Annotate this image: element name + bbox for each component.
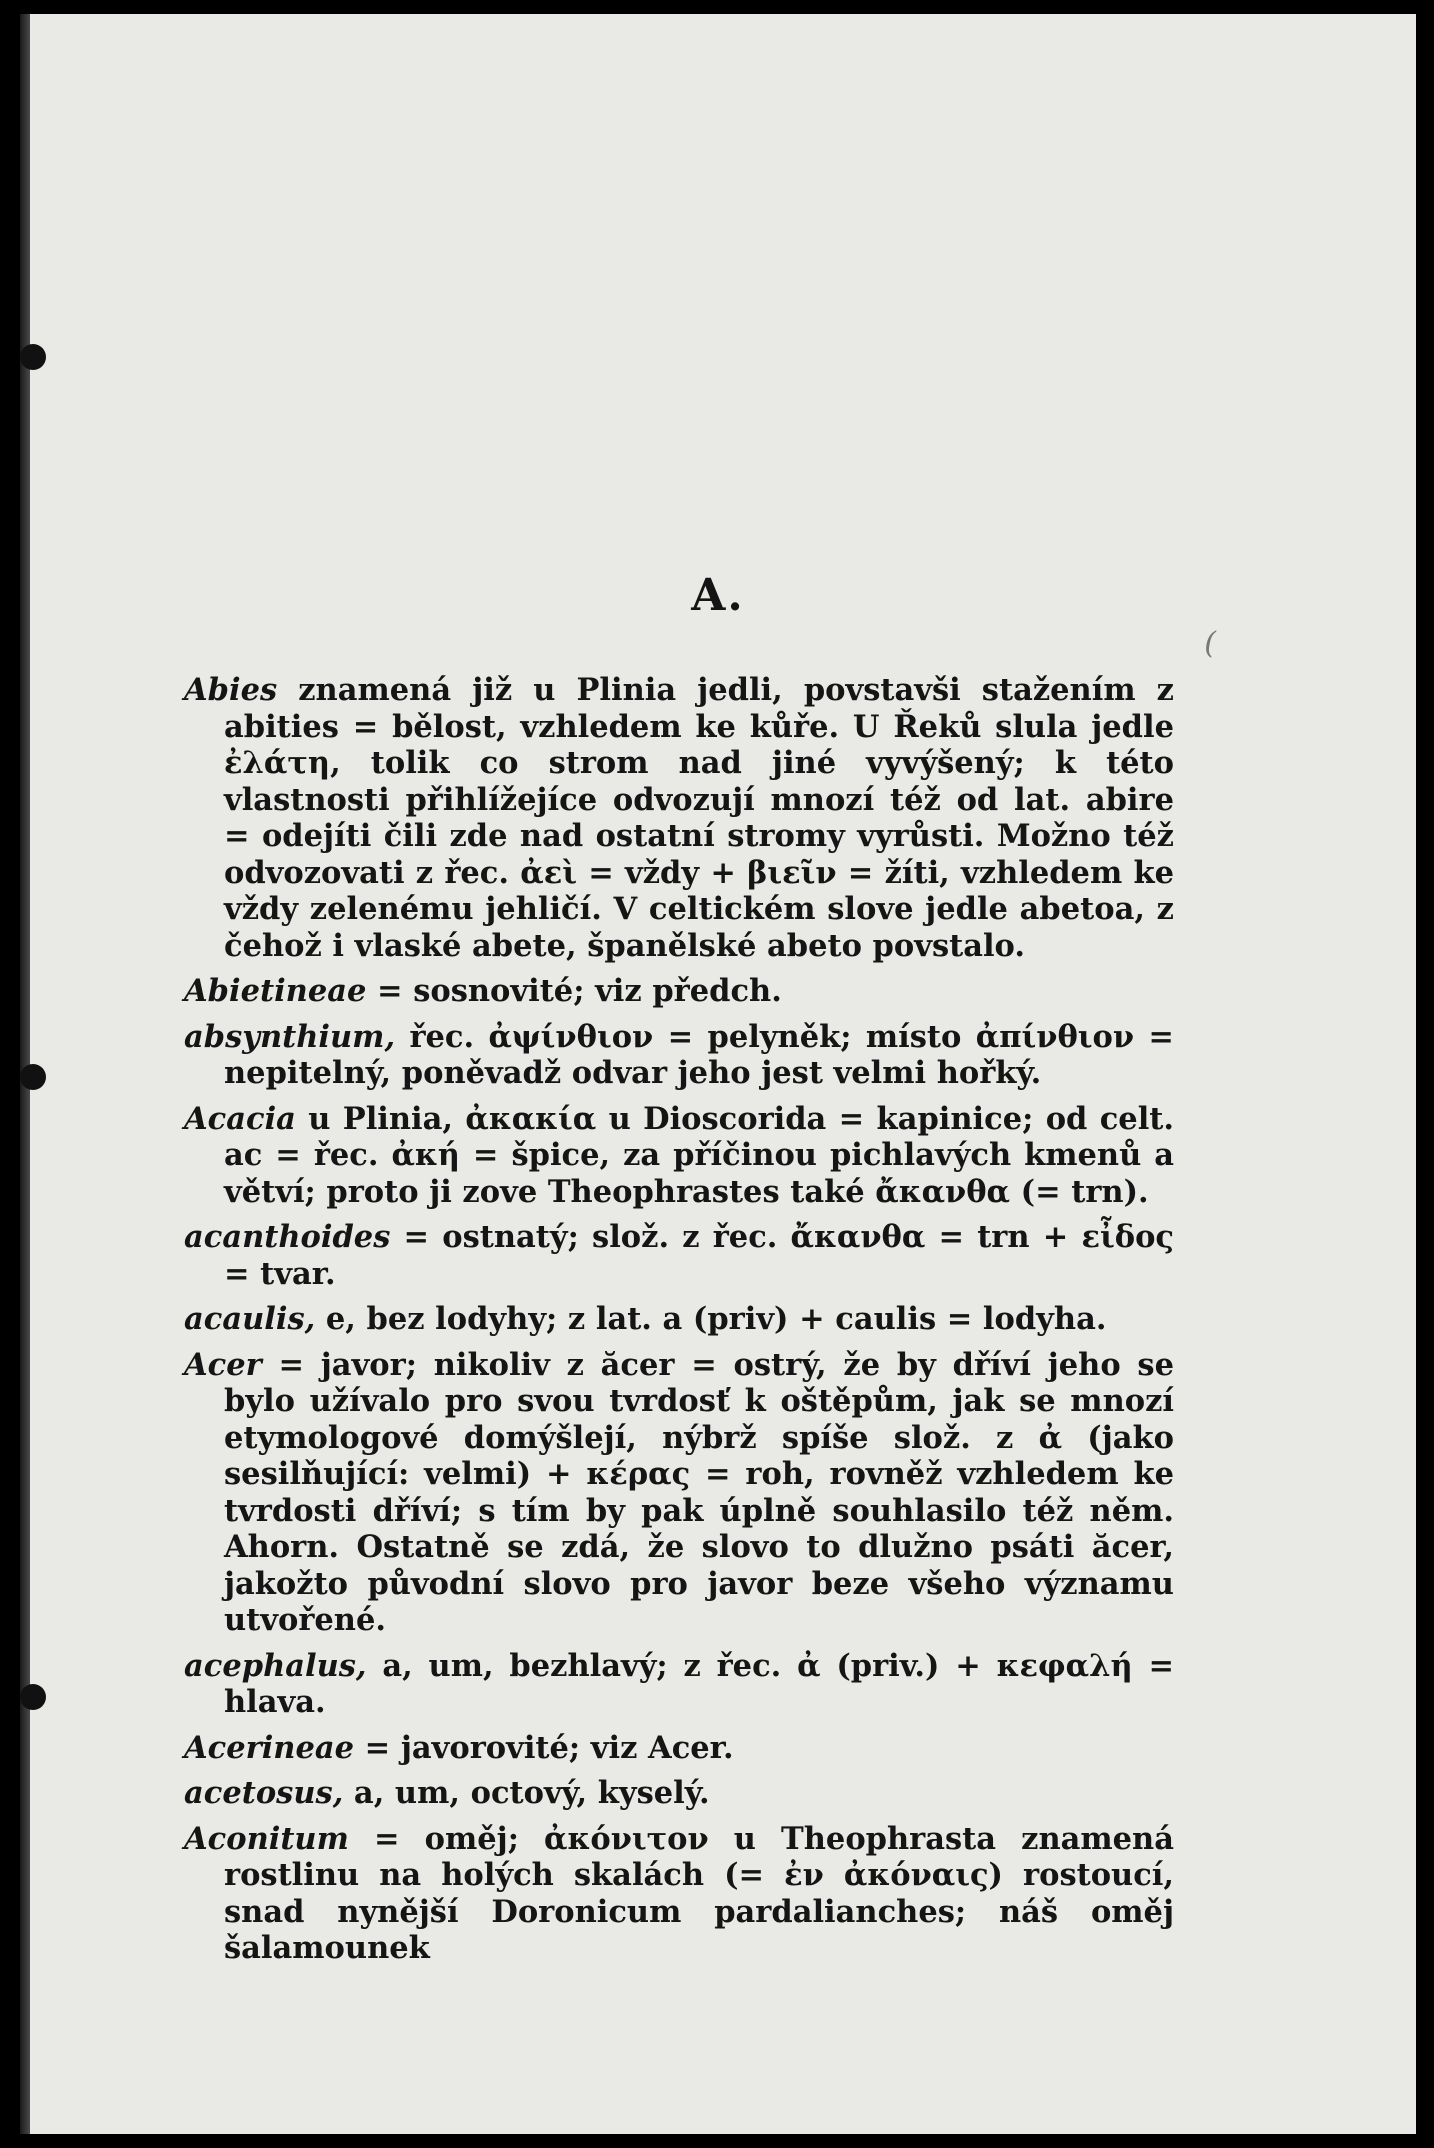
entry-headword: acaulis,: [184, 1301, 316, 1337]
entry-aconitum: [184, 1821, 1174, 1967]
entry-acanthoides: [184, 1219, 1174, 1292]
entry-definition: e, bez lodyhy; z lat. a (priv) + caulis = lodyha.: [315, 1301, 1107, 1337]
entry-definition: a, um, bezhlavý; z řec. ἀ (priv.) + κεφαλή = hlava.: [224, 1647, 1174, 1720]
entry-definition: = sosnovité; viz předch.: [366, 973, 782, 1009]
margin-pencil-mark: (: [1204, 626, 1216, 661]
entry-headword: Acacia: [184, 1100, 296, 1137]
entry-headword: Aconitum: [184, 1820, 349, 1857]
entry-absynthium: [184, 1019, 1174, 1092]
entry-acacia: [184, 1101, 1174, 1211]
binding-mark: [20, 1684, 46, 1710]
entry-headword: Abies: [184, 672, 278, 708]
entry-definition: = oměj; ἀκόνιτον u Theophrasta znamená rostlinu na holých skalách (= ἐν ἀκόναις) rostoucí, snad nynější Doronicum pardalianches; náš oměj šalamounek: [224, 1820, 1174, 1966]
entry-headword: Abietineae: [184, 973, 367, 1009]
entry-headword: acephalus,: [184, 1647, 367, 1684]
section-letter-heading: A.: [691, 570, 745, 621]
entry-definition: = javor; nikoliv z ăcer = ostrý, že by dříví jeho se bylo užívalo pro svou tvrdosť k oštěpům, jak se mnozí etymologové domýšlejí, nýbrž spíše slož. z ἀ (jako sesilňující: velmi) + κέρας = roh, rovněž vzhledem ke tvrdosti dříví; s tím by pak úplně souhlasilo též něm. Ahorn. Ostatně se zdá, že slovo to dlužno psáti ăcer, jakožto původní slovo pro javor beze všeho významu utvořené.: [224, 1346, 1174, 1638]
binding-mark: [20, 344, 46, 370]
entry-abietineae: [184, 973, 1174, 1010]
dictionary-entries: [184, 672, 1174, 1976]
entry-acer: [184, 1347, 1174, 1639]
book-page: [20, 14, 1416, 2134]
binding-mark: [20, 1064, 46, 1090]
entry-definition: u Plinia, ἀκακία u Dioscorida = kapinice; od celt. ac = řec. ἀκή = špice, za příčinou pichlavých kmenů a větví; proto ji zove Theophrastes také ἄκανθα (= trn).: [224, 1100, 1174, 1210]
entry-definition: znamená již u Plinia jedli, povstavši stažením z abities = bělost, vzhledem ke kůře. U Řeků slula jedle ἐλάτη, tolik co strom nad jiné vyvýšený; k této vlastnosti přihlížejíce odvozují mnozí též od lat. abire = odejíti čili zde nad ostatní stromy vyrůsti. Možno též odvozovati z řec. ἀεὶ = vždy + βιεῖν = žíti, vzhledem ke vždy zelenému jehličí. V celtickém slove jedle abetoa, z čehož i vlaské abete, španělské abeto povstalo.: [224, 672, 1174, 964]
entry-acephalus: [184, 1648, 1174, 1721]
entry-headword: absynthium,: [184, 1018, 396, 1055]
entry-definition: = ostnatý; slož. z řec. ἄκανθα = trn + εἶδος = tvar.: [224, 1219, 1174, 1292]
entry-headword: acanthoides: [184, 1219, 391, 1255]
entry-headword: Acer: [184, 1346, 262, 1383]
entry-definition: řec. ἀψίνθιον = pelyněk; místo ἀπίνθιον = nepitelný, poněvadž odvar jeho jest velmi hořký.: [224, 1018, 1174, 1091]
entry-headword: Acerineae: [184, 1729, 355, 1766]
entry-definition: a, um, octový, kyselý.: [343, 1775, 710, 1811]
entry-definition: = javorovité; viz Acer.: [354, 1729, 734, 1766]
entry-acerineae: [184, 1730, 1174, 1767]
entry-acaulis: [184, 1301, 1174, 1338]
entry-acetosus: [184, 1775, 1174, 1812]
entry-abies: [184, 672, 1174, 964]
entry-headword: acetosus,: [184, 1775, 344, 1811]
